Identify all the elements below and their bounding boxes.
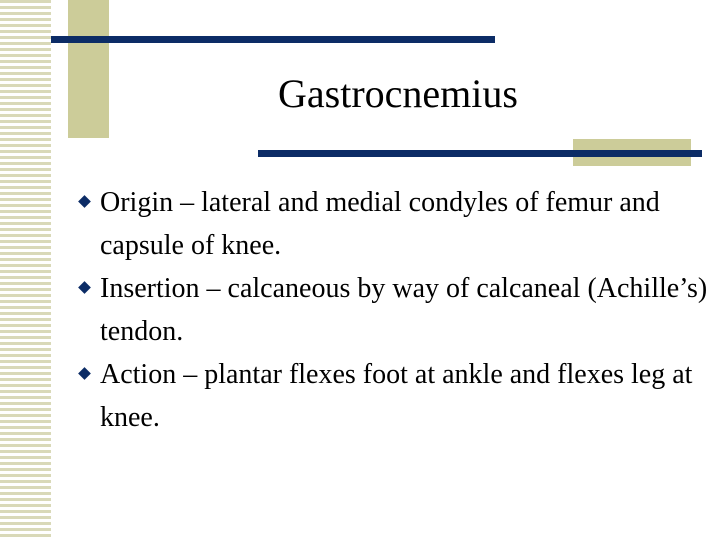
bullet-item-action (78, 353, 708, 439)
bullet-item-insertion (78, 267, 708, 353)
left-decorative-strip (0, 0, 51, 540)
bullet-text-insertion: Insertion – calcaneous by way of calcaneal (Achille’s) tendon. (100, 273, 708, 347)
diamond-bullet-icon (78, 367, 91, 380)
title-underline (258, 150, 702, 157)
diamond-bullet-icon (78, 195, 91, 208)
bullet-text-action: Action – plantar flexes foot at ankle and flexes leg at knee. (100, 359, 693, 433)
top-decorative-block (68, 0, 109, 138)
bullet-text-origin: Origin – lateral and medial condyles of femur and capsule of knee. (100, 187, 660, 261)
bullet-item-origin (78, 181, 708, 267)
top-accent-line (51, 36, 495, 43)
diamond-bullet-icon (78, 281, 91, 294)
slide-title: Gastrocnemius (278, 71, 518, 116)
bullet-list (78, 181, 708, 439)
